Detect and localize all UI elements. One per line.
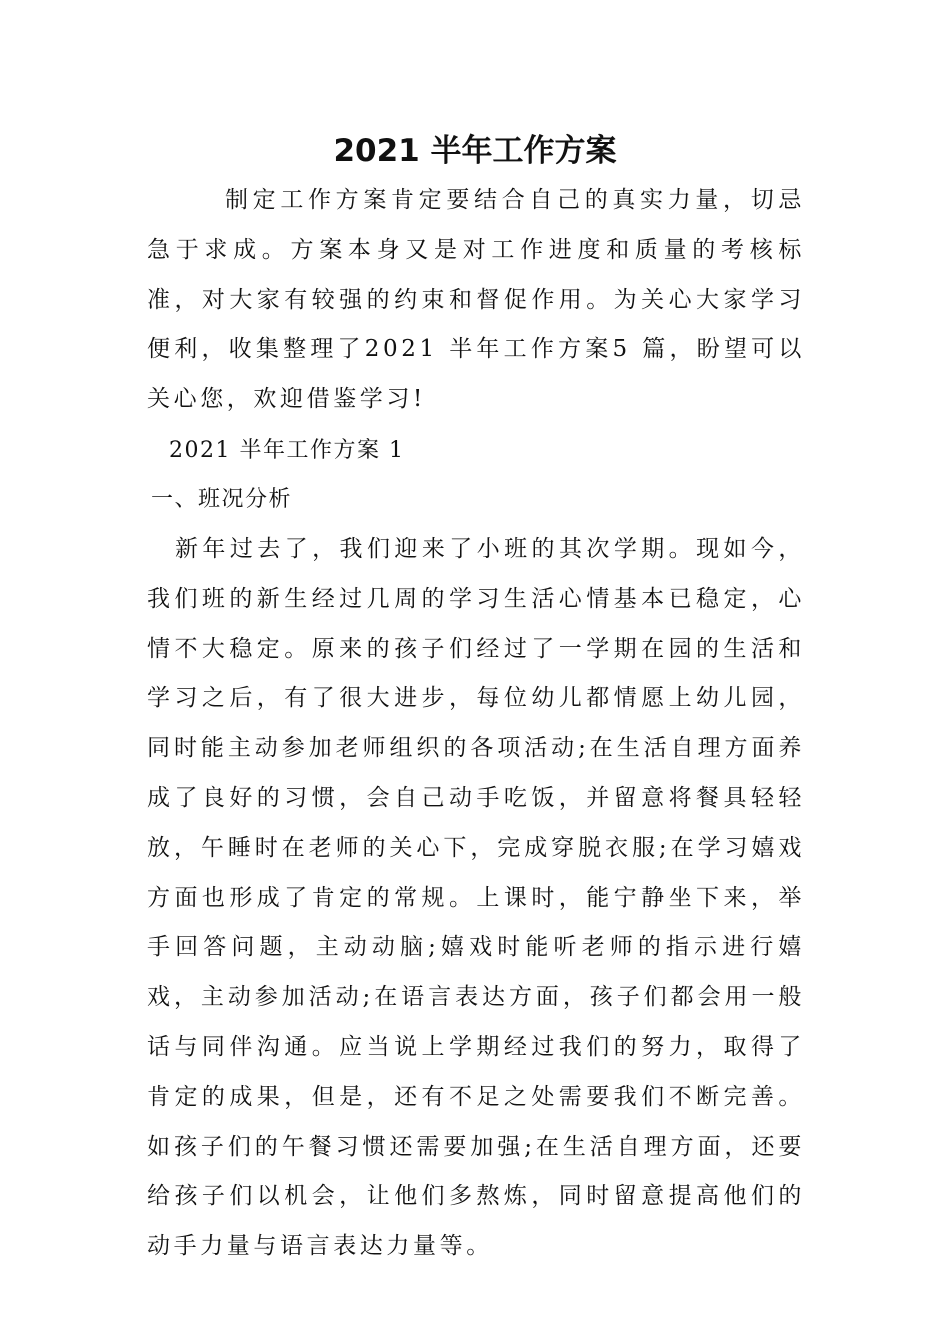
body-paragraph: 新年过去了，我们迎来了小班的其次学期。现如今，我们班的新生经过几周的学习生活心情基本已稳定，心情不大稳定。原来的孩子们经过了一学期在园的生活和学习之后，有了很大进步，每位幼儿都情愿上幼儿园，同时能主动参加老师组织的各项活动;在生活自理方面养成了良好的习惯，会自己动手吃饭，并留意将餐具轻轻放，午睡时在老师的关心下，完成穿脱衣服;在学习嬉戏方面也形成了肯定的常规。上课时，能宁静坐下来，举手回答问题，主动动脑;嬉戏时能听老师的指示进行嬉戏，主动参加活动;在语言表达方面，孩子们都会用一般话与同伴沟通。应当说上学期经过我们的努力，取得了肯定的成果，但是，还有不足之处需要我们不断完善。如孩子们的午餐习惯还需要加强;在生活自理方面，还要给孩子们以机会，让他们多熬炼，同时留意提高他们的动手力量与语言表达力量等。	[147, 536, 805, 1260]
intro-paragraph: 制定工作方案肯定要结合自己的真实力量，切忌急于求成。方案本身又是对工作进度和质量的考核标准，对大家有较强的约束和督促作用。为关心大家学习便利，收集整理了2021 半年工作方案5 篇，盼望可以关心您，欢迎借鉴学习!	[147, 187, 805, 413]
document-title: 2021 半年工作方案	[333, 133, 617, 169]
plan-heading: 2021 半年工作方案 1	[169, 438, 405, 463]
section-heading: 一、班况分析	[151, 487, 293, 512]
